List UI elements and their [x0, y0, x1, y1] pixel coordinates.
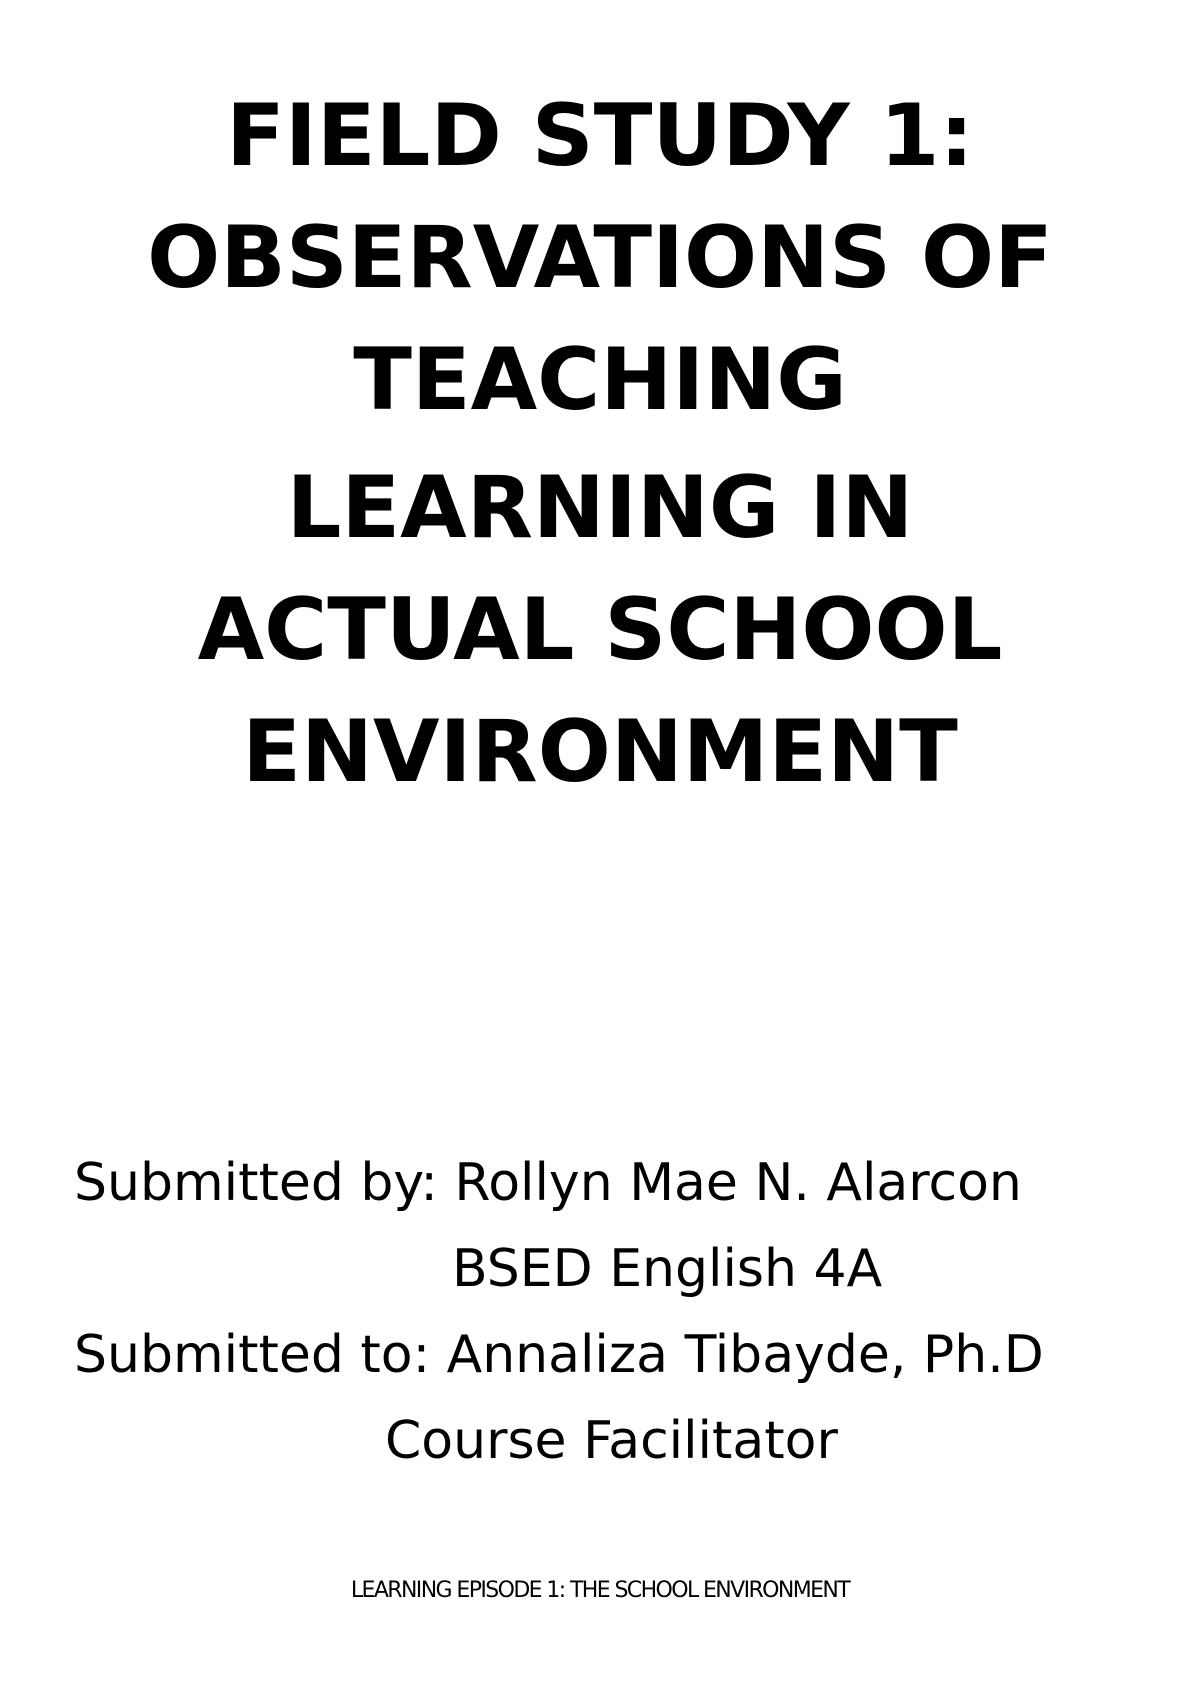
- title-line-2: OBSERVATIONS OF: [147, 208, 1053, 308]
- submitted-to: Submitted to: Annaliza Tibayde, Ph.D: [74, 1325, 1044, 1385]
- title-group-course: [0, 75, 1200, 441]
- submitted-by: Submitted by: Rollyn Mae N. Alarcon: [74, 1153, 1022, 1213]
- class-section: BSED English 4A: [452, 1239, 883, 1299]
- page-footer: LEARNING EPISODE 1: THE SCHOOL ENVIRONMENT: [350, 1578, 850, 1603]
- submission-info: [0, 1140, 1200, 1484]
- title-line-1: FIELD STUDY 1:: [226, 86, 974, 186]
- title-line-6: ENVIRONMENT: [242, 702, 958, 802]
- document-title: [0, 75, 1200, 813]
- title-group-subtitle: [0, 447, 1200, 813]
- facilitator-role: Course Facilitator: [385, 1411, 838, 1471]
- title-line-5: ACTUAL SCHOOL: [197, 580, 1003, 680]
- title-line-3: TEACHING: [353, 330, 847, 430]
- title-line-4: LEARNING IN: [286, 458, 914, 558]
